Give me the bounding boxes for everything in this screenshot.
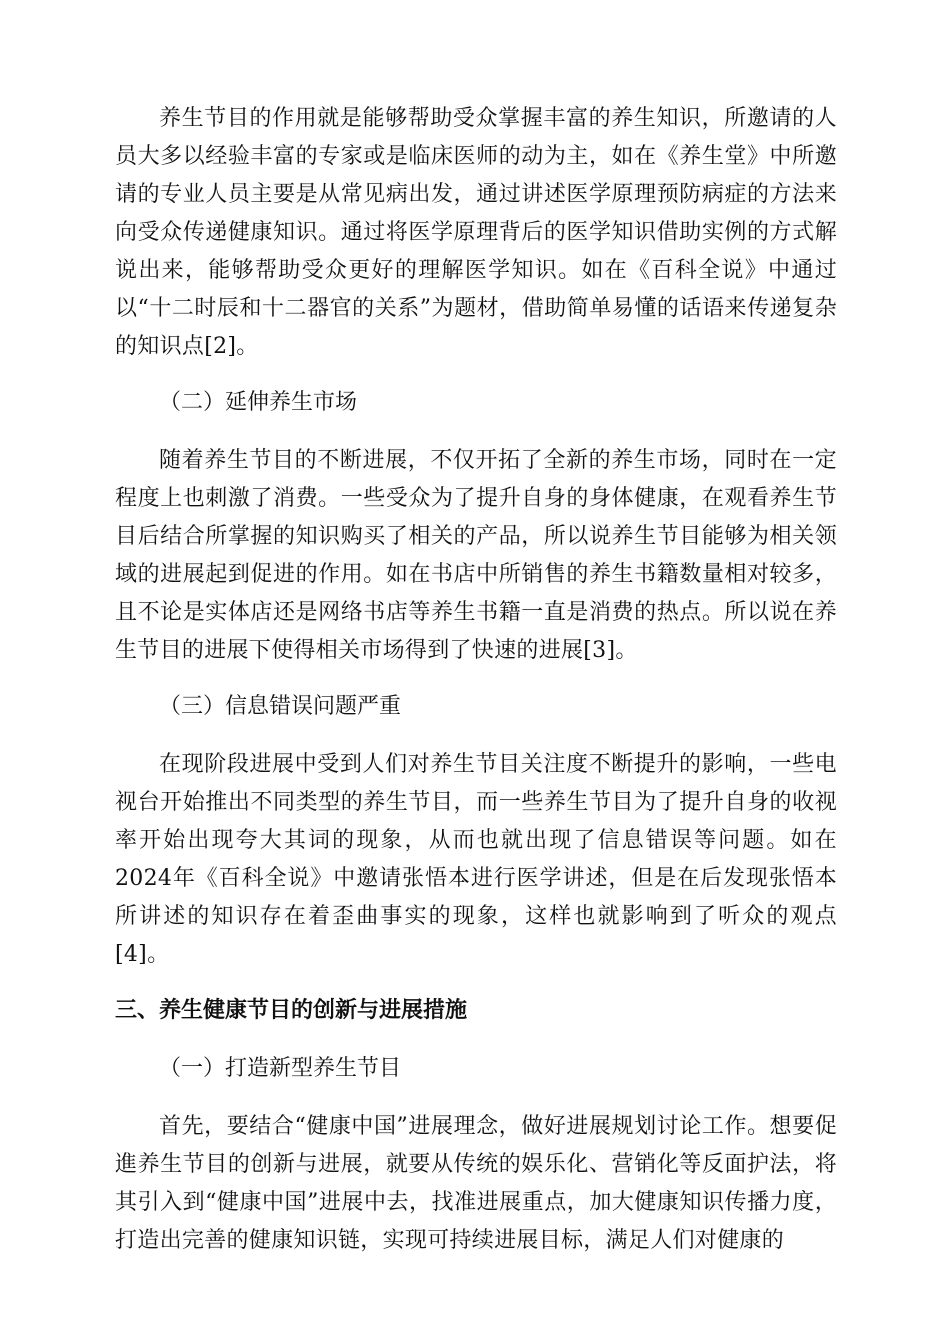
paragraph-misinformation: 在现阶段进展中受到人们对养生节目关注度不断提升的影响，一些电视台开始推出不同类型的养生节目，而一些养生节目为了提升自身的收视率开始出现夸大其词的现象，从而也就出现了信息错误等问题。如在2024年《百科全说》中邀请张悟本进行医学讲述，但是在后发现张悟本所讲述的知识存在着歪曲事实的现象，这样也就影响到了听众的观点[4]。 bbox=[115, 752, 837, 967]
section-heading-innovation: 三、养生健康节目的创新与进展措施 bbox=[115, 998, 468, 1023]
subheading-misinformation: （三）信息错误问题严重 bbox=[159, 694, 402, 719]
document-page bbox=[115, 100, 837, 1260]
subheading-new-program: （一）打造新型养生节目 bbox=[159, 1056, 402, 1081]
paragraph-healthy-china: 首先，要结合“健康中国”进展理念，做好进展规划讨论工作。想要促進养生节目的创新与进展，就要从传统的娱乐化、营销化等反面护法，将其引入到“健康中国”进展中去，找准进展重点，加大健康知识传播力度，打造出完善的健康知识链，实现可持续进展目标，满足人们对健康的 bbox=[115, 1114, 837, 1253]
subheading-extend-market: （二）延伸养生市场 bbox=[159, 390, 358, 415]
paragraph-market: 随着养生节目的不断进展，不仅开拓了全新的养生市场，同时在一定程度上也刺激了消费。一些受众为了提升自身的身体健康，在观看养生节目后结合所掌握的知识购买了相关的产品，所以说养生节目能够为相关领域的进展起到促进的作用。如在书店中所销售的养生书籍数量相对较多，且不论是实体店还是网络书店等养生书籍一直是消费的热点。所以说在养生节目的进展下使得相关市场得到了快速的进展[3]。 bbox=[115, 448, 837, 663]
paragraph-health-knowledge: 养生节目的作用就是能够帮助受众掌握丰富的养生知识，所邀请的人员大多以经验丰富的专家或是临床医师的动为主，如在《养生堂》中所邀请的专业人员主要是从常见病出发，通过讲述医学原理预防病症的方法来向受众传递健康知识。通过将医学原理背后的医学知识借助实例的方式解说出来，能够帮助受众更好的理解医学知识。如在《百科全说》中通过以“十二时辰和十二器官的关系”为题材，借助简单易懂的话语来传递复杂的知识点[2]。 bbox=[115, 106, 837, 359]
